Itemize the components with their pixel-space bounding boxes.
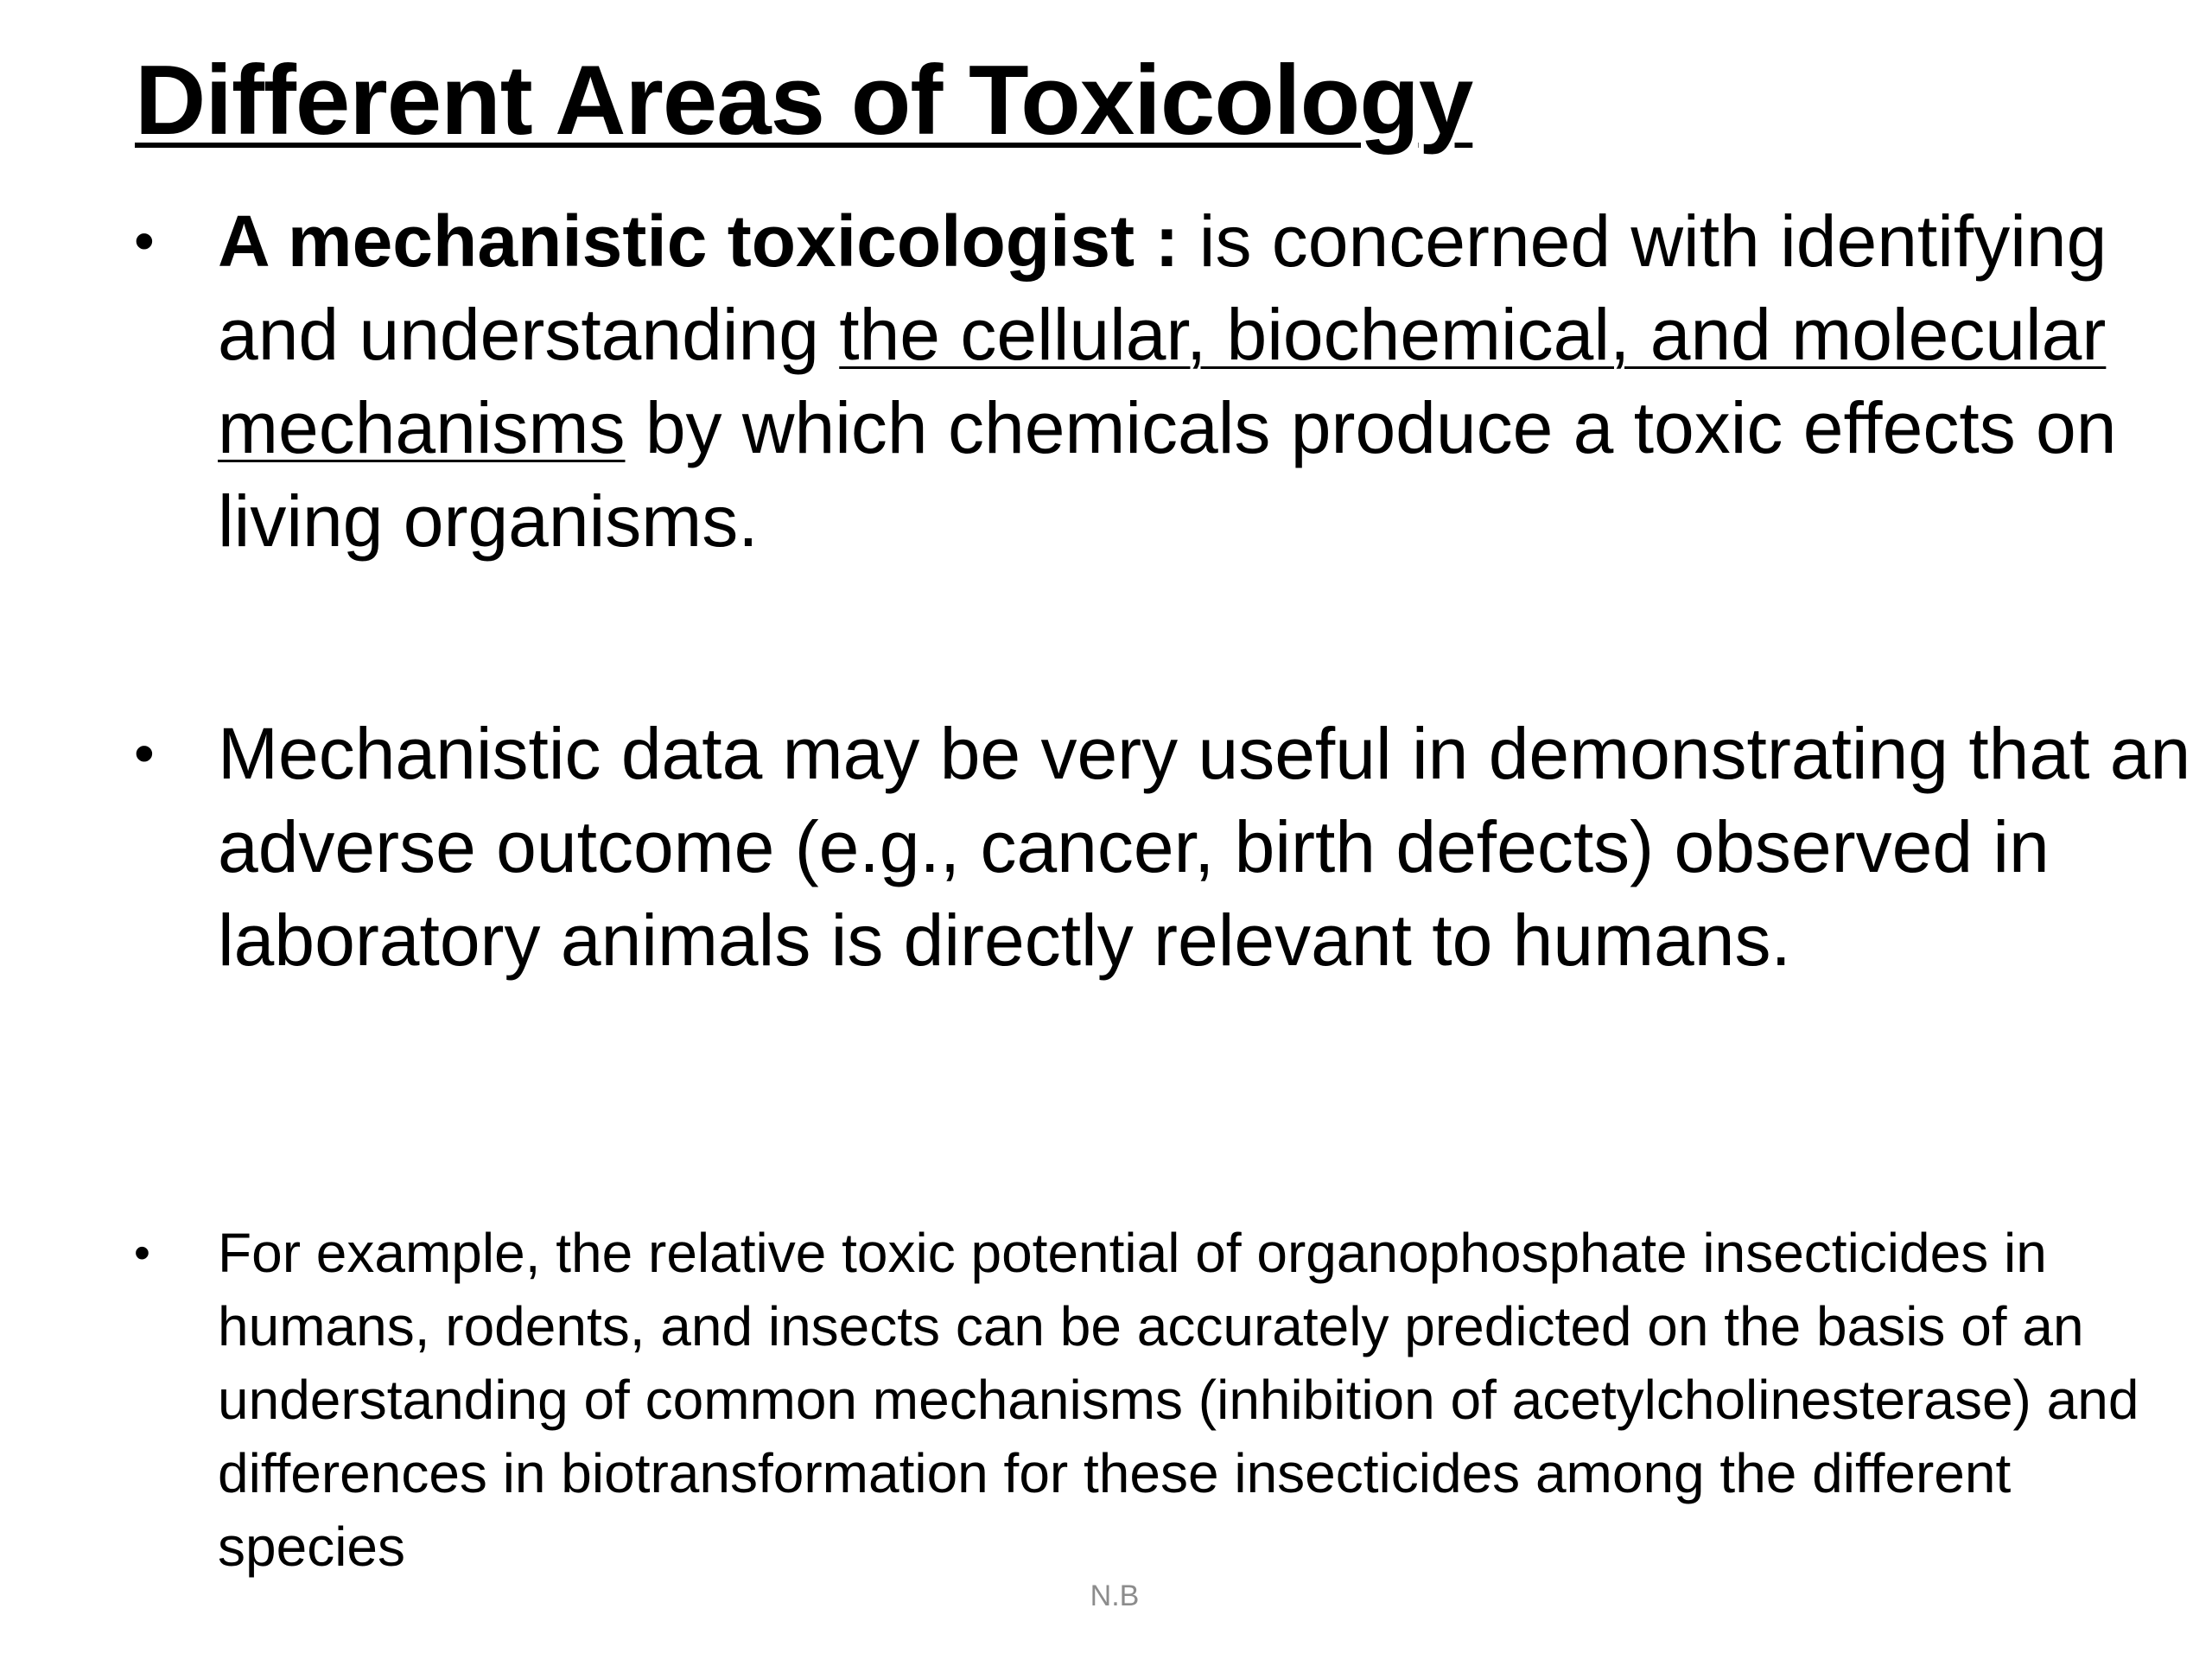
slide-footer: N.B: [1090, 1580, 1140, 1612]
slide-title: Different Areas of Toxicology: [135, 46, 1473, 156]
bullet-text-part: is concerned with identifying and understanding: [218, 200, 2107, 375]
bullet-underlined-phrase: the cellular, biochemical, and molecular mechanisms: [218, 294, 2107, 468]
bullet-text-part: by which chemicals produce a toxic effects on living organisms.: [218, 387, 2117, 562]
bullet-text: [218, 194, 2196, 568]
bullet-text: Mechanistic data may be very useful in demonstrating that an adverse outcome (e.g., cancer, birth defects) observed in laboratory animals is directly relevant to humans.: [218, 713, 2191, 981]
bullet-dot: •: [134, 721, 155, 786]
bullet-dot: •: [134, 208, 155, 274]
bullet-dot: •: [134, 1227, 150, 1279]
bullet-text: For example, the relative toxic potential of organophosphate insecticides in humans, rodents, and insects can be accurately predicted on the basis of an understanding of common mechanisms (inhibition of acetylcholinesterase) and differences in biotransformation for these insecticides among the different species: [218, 1222, 2139, 1578]
bullet-term: A mechanistic toxicologist :: [218, 200, 1179, 282]
